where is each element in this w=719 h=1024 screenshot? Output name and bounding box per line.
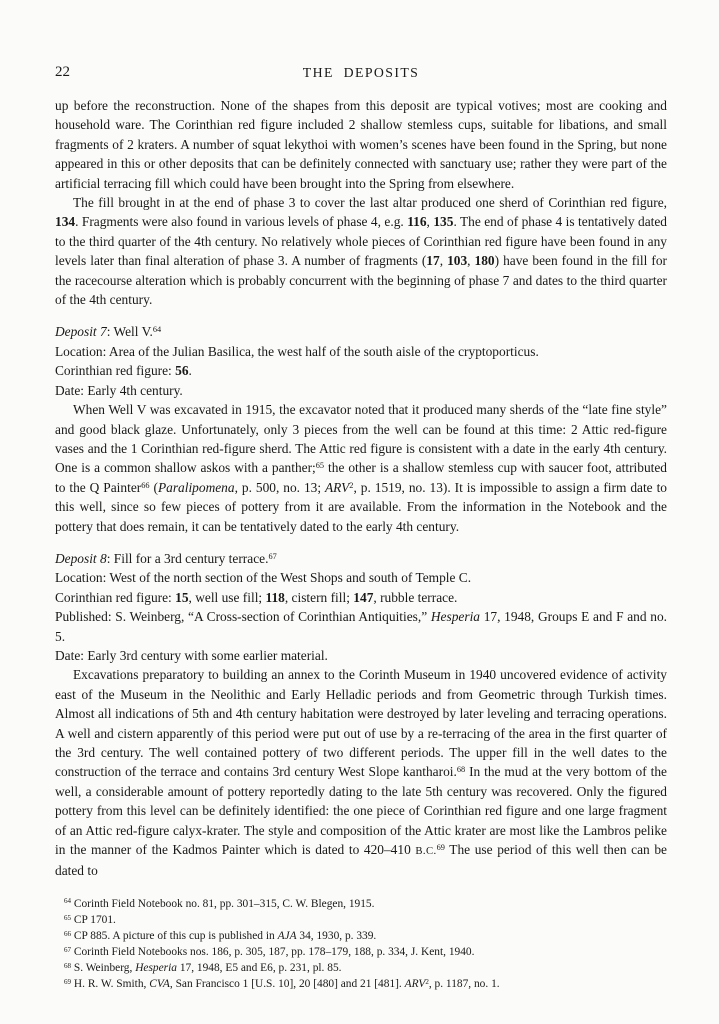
- text-run: . The end of phase 4 is tentatively dated to the third quarter of the 4th century. No relatively whole pieces of Corinthian red figure have been found in any levels later than final alteration of phase 3. A number of fragments (: [55, 214, 668, 269]
- footnote-ref: 69: [436, 843, 445, 853]
- text-run: Corinthian red figure:: [55, 589, 176, 605]
- deposit-8-location: [55, 568, 667, 587]
- text-run: H. R. W. Smith,: [71, 978, 150, 991]
- text-run: , p. 1187, no. 1.: [428, 978, 500, 991]
- deposit-8-heading: [55, 549, 667, 568]
- text-run: 17, 1948, Groups E and F and no. 5.: [55, 609, 668, 644]
- footnote-66: [55, 928, 667, 944]
- paragraph-phase3-fill: [55, 193, 667, 309]
- text-run: Location: West of the north section of the West Shops and south of Temple C.: [55, 570, 472, 586]
- page-number: 22: [55, 64, 70, 80]
- footnote-ref: 2: [425, 977, 429, 986]
- text-run: 135: [433, 214, 454, 230]
- text-run: (: [149, 479, 158, 495]
- footnote-ref: 66: [141, 480, 150, 490]
- text-run: 180: [474, 253, 495, 269]
- footnote-69: [55, 976, 667, 992]
- footnote-ref: 68: [456, 765, 466, 775]
- text-run: CP 1701.: [71, 913, 116, 926]
- text-run: 17: [426, 253, 440, 269]
- text-run: 17, 1948, E5 and E6, p. 231, pl. 85.: [176, 962, 342, 975]
- text-run: ARV: [325, 479, 350, 495]
- text-run: Deposit 8: [55, 550, 107, 566]
- footnote-marker: 69: [64, 977, 72, 986]
- running-head: [55, 64, 667, 82]
- text-run: Paralipomena: [157, 479, 235, 495]
- deposit-8-published: [55, 607, 667, 646]
- paragraph-well-v: [55, 400, 667, 536]
- text-run: up before the reconstruction. None of the shapes from this deposit are typical votives; most are cooking and household ware. The Corinthian red figure included 2 shallow stemless cups, suitable for libations, and small fragments of 2 kraters. A number of squat lekythoi with women’s scenes have been found in the Spring, but none appeared in this or other deposits that can be definitely connected with sanctuary use; rather they were part of the artificial terracing fill which could have been brought into the Spring from elsewhere.: [55, 98, 667, 191]
- text-run: Published: S. Weinberg, “A Cross-section of Corinthian Antiquities,”: [55, 609, 431, 625]
- text-run: When Well V was excavated in 1915, the excavator noted that it produced many sherds of the “late fine style” and good black glaze. Unfortunately, only 3 pieces from the well can be found at this time: 2 Attic red-figure vases and the 1 Corinthian red-figure sherd. The Attic red figure is consistent with a date in the early 4th century. One is a common shallow askos with a panther;: [55, 402, 667, 476]
- footnote-marker: 66: [64, 929, 72, 938]
- text-run: : Fill for a 3rd century terrace.: [106, 550, 269, 566]
- text-run: , San Francisco 1 [U.S. 10], 20 [480] and 21 [481].: [169, 978, 405, 991]
- text-run: . Fragments were also found in various levels of phase 4, e.g.: [75, 214, 408, 230]
- text-run: , well use fill;: [188, 589, 266, 605]
- text-run: 103: [447, 253, 468, 269]
- text-run: ,: [426, 214, 434, 230]
- body-text: [55, 96, 667, 881]
- text-run: Location: Area of the Julian Basilica, the west half of the south aisle of the cryptoporticus.: [55, 343, 539, 359]
- text-run: CP 885. A picture of this cup is published in: [71, 930, 278, 943]
- footnote-marker: 68: [64, 961, 72, 970]
- footnote-68: [55, 960, 667, 976]
- text-run: Hesperia: [430, 609, 480, 625]
- text-run: ,: [439, 253, 448, 269]
- footnotes: [55, 896, 667, 993]
- text-run: 147: [353, 589, 374, 605]
- text-run: Excavations preparatory to building an annex to the Corinth Museum in 1940 uncovered evidence of activity east of the Museum in the Neolithic and Early Helladic periods and from Geometric through Turkish times. Almost all indications of 5th and 4th century habitation were destroyed by later leveling and terracing operations. A well and cistern apparently of this period were put out of use by a re-terracing of the area in the first quarter of the 3rd century. The well contained pottery of two different periods. The upper fill in the well dates to the construction of the terrace and contains 3rd century West Slope kantharoi.: [55, 667, 667, 780]
- paragraph-museum-annex: [55, 665, 667, 880]
- footnote-ref: 67: [268, 551, 277, 561]
- text-run: ) have been found in the fill for the racecourse alteration which is probably concurrent with the beginning of phase 7 and dates to the third quarter of the 4th century.: [55, 253, 667, 308]
- text-run: Corinthian red figure:: [55, 363, 176, 379]
- footnote-marker: 65: [64, 913, 72, 922]
- text-run: , p. 1519, no. 13). It is impossible to assign a firm date to this well, since so few pieces of pottery from it are available. From the information in the Notebook and the pottery that does remain, it can be tentatively dated to the early 4th century.: [55, 479, 667, 534]
- deposit-8-red-figure: [55, 588, 667, 607]
- text-run: 15: [175, 589, 189, 605]
- text-run: B.C.: [415, 845, 437, 858]
- text-run: Corinth Field Notebooks nos. 186, p. 305, 187, pp. 178–179, 188, p. 334, J. Kent, 1940.: [71, 946, 475, 959]
- text-run: the other is a shallow stemless cup with saucer foot, attributed to the Q Painter: [55, 460, 667, 495]
- text-run: .: [188, 363, 192, 379]
- deposit-7-heading: [55, 322, 667, 341]
- footnote-marker: 64: [64, 897, 72, 906]
- footnote-64: [55, 896, 667, 912]
- footnote-65: [55, 912, 667, 928]
- page-content: [55, 64, 667, 992]
- text-run: 134: [55, 214, 76, 230]
- text-run: Date: Early 4th century.: [55, 382, 183, 398]
- text-run: ,: [467, 253, 475, 269]
- text-run: In the mud at the very bottom of the well, a considerable amount of pottery reportedly dating to the late 5th century was recovered. Only the figured pottery from this level can be definitely identified: the one piece of Corinthian red figure and one large fragment of an Attic red-figure calyx-krater. The style and composition of the Attic krater are most like the Lambros pelike in the manner of the Kadmos Painter which is dated to 420–410: [55, 764, 667, 858]
- text-run: : Well V.: [106, 324, 153, 340]
- text-run: The fill brought in at the end of phase 3 to cover the last altar produced one sherd of Corinthian red figure,: [73, 195, 667, 211]
- text-run: CVA: [149, 978, 170, 991]
- text-run: , p. 500, no. 13;: [234, 479, 325, 495]
- footnote-ref: 65: [315, 461, 325, 471]
- text-run: ARV: [404, 978, 426, 991]
- deposit-8-date: [55, 646, 667, 665]
- text-run: AJA: [277, 930, 297, 943]
- text-run: 56: [175, 363, 189, 379]
- text-run: Date: Early 3rd century with some earlier material.: [55, 647, 328, 663]
- paragraph-continuation: [55, 96, 667, 193]
- text-run: , rubble terrace.: [373, 589, 458, 605]
- text-run: The use period of this well then can be dated to: [55, 842, 667, 879]
- running-title: THE DEPOSITS: [302, 65, 420, 80]
- text-run: Deposit 7: [55, 324, 107, 340]
- text-run: Hesperia: [135, 962, 177, 975]
- text-run: 34, 1930, p. 339.: [296, 930, 377, 943]
- deposit-7-location: [55, 342, 667, 361]
- text-run: Corinth Field Notebook no. 81, pp. 301–315, C. W. Blegen, 1915.: [71, 897, 375, 910]
- deposit-7-red-figure: [55, 361, 667, 380]
- footnote-ref: 2: [349, 480, 354, 490]
- text-run: , cistern fill;: [284, 589, 354, 605]
- footnote-67: [55, 944, 667, 960]
- text-run: 118: [265, 589, 285, 605]
- footnote-ref: 64: [152, 325, 162, 335]
- deposit-7-date: [55, 381, 667, 400]
- text-run: S. Weinberg,: [71, 962, 136, 975]
- footnote-marker: 67: [64, 945, 72, 954]
- text-run: 116: [407, 214, 427, 230]
